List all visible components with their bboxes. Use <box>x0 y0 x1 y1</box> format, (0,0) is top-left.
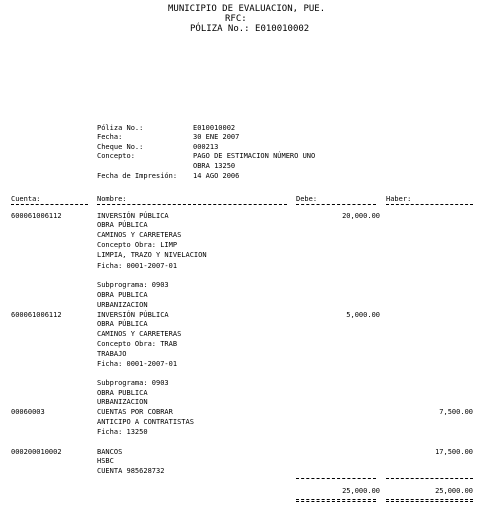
column-haber: Haber: <box>386 195 412 203</box>
municipality-title: MUNICIPIO DE EVALUACION, PUE. <box>168 4 326 14</box>
row-line: CAMINOS Y CARRETERAS <box>97 330 182 338</box>
info-label: Fecha de Impresión: <box>97 172 178 180</box>
totals-rule-bottom <box>386 501 473 502</box>
info-label: Cheque No.: <box>97 143 144 151</box>
row-line: Concepto Obra: LIMP <box>97 241 178 249</box>
totals-rule-bottom <box>296 499 376 500</box>
total-debe: 25,000.00 <box>342 487 380 495</box>
row-line: OBRA PÚBLICA <box>97 221 148 229</box>
info-label: Concepto: <box>97 152 135 160</box>
row-line: INVERSIÓN PÚBLICA <box>97 212 169 220</box>
row-line: OBRA PÚBLICA <box>97 320 148 328</box>
info-value: 30 ENE 2007 <box>193 133 240 141</box>
row-line: HSBC <box>97 457 114 465</box>
row-line: ANTICIPO A CONTRATISTAS <box>97 418 194 426</box>
totals-rule-bottom <box>296 501 376 502</box>
info-label: Póliza No.: <box>97 124 144 132</box>
row-cuenta: 000200010002 <box>11 448 62 456</box>
column-cuenta: Cuenta: <box>11 195 41 203</box>
header-rule <box>11 204 88 205</box>
row-line: OBRA PUBLICA <box>97 291 148 299</box>
row-line: Ficha: 0001-2007-01 <box>97 262 178 270</box>
info-value: 000213 <box>193 143 219 151</box>
row-debe: 5,000.00 <box>346 311 380 319</box>
rfc-label: RFC: <box>225 14 247 24</box>
row-line: URBANIZACION <box>97 398 148 406</box>
column-debe: Debe: <box>296 195 318 203</box>
row-line: Ficha: 13250 <box>97 428 148 436</box>
column-nombre: Nombre: <box>97 195 127 203</box>
total-haber: 25,000.00 <box>435 487 473 495</box>
row-cuenta: 00060003 <box>11 408 45 416</box>
info-value: E010010002 <box>193 124 236 132</box>
row-line: CUENTA 985628732 <box>97 467 165 475</box>
row-cuenta: 600061006112 <box>11 212 62 220</box>
row-line: Subprograma: 0903 <box>97 281 169 289</box>
info-label: Fecha: <box>97 133 123 141</box>
row-line: LIMPIA, TRAZO Y NIVELACION <box>97 251 207 259</box>
row-line: URBANIZACION <box>97 301 148 309</box>
row-line: BANCOS <box>97 448 123 456</box>
header-rule <box>386 204 473 205</box>
totals-rule-bottom <box>386 499 473 500</box>
poliza-number-title: PÓLIZA No.: E010010002 <box>190 24 310 34</box>
header-rule <box>296 204 376 205</box>
info-value: OBRA 13250 <box>193 162 236 170</box>
row-line: CUENTAS POR COBRAR <box>97 408 173 416</box>
row-haber: 17,500.00 <box>435 448 473 456</box>
row-line: TRABAJO <box>97 350 127 358</box>
row-haber: 7,500.00 <box>439 408 473 416</box>
info-value: PAGO DE ESTIMACION NÚMERO UNO <box>193 152 316 160</box>
row-debe: 20,000.00 <box>342 212 380 220</box>
header-rule <box>97 204 287 205</box>
row-line: OBRA PUBLICA <box>97 389 148 397</box>
row-line: Subprograma: 0903 <box>97 379 169 387</box>
row-line: CAMINOS Y CARRETERAS <box>97 231 182 239</box>
row-cuenta: 600061006112 <box>11 311 62 319</box>
row-line: Ficha: 0001-2007-01 <box>97 360 178 368</box>
row-line: INVERSIÓN PÚBLICA <box>97 311 169 319</box>
totals-rule-top <box>296 478 376 479</box>
row-line: Concepto Obra: TRAB <box>97 340 178 348</box>
info-value: 14 AGO 2006 <box>193 172 240 180</box>
totals-rule-top <box>386 478 473 479</box>
